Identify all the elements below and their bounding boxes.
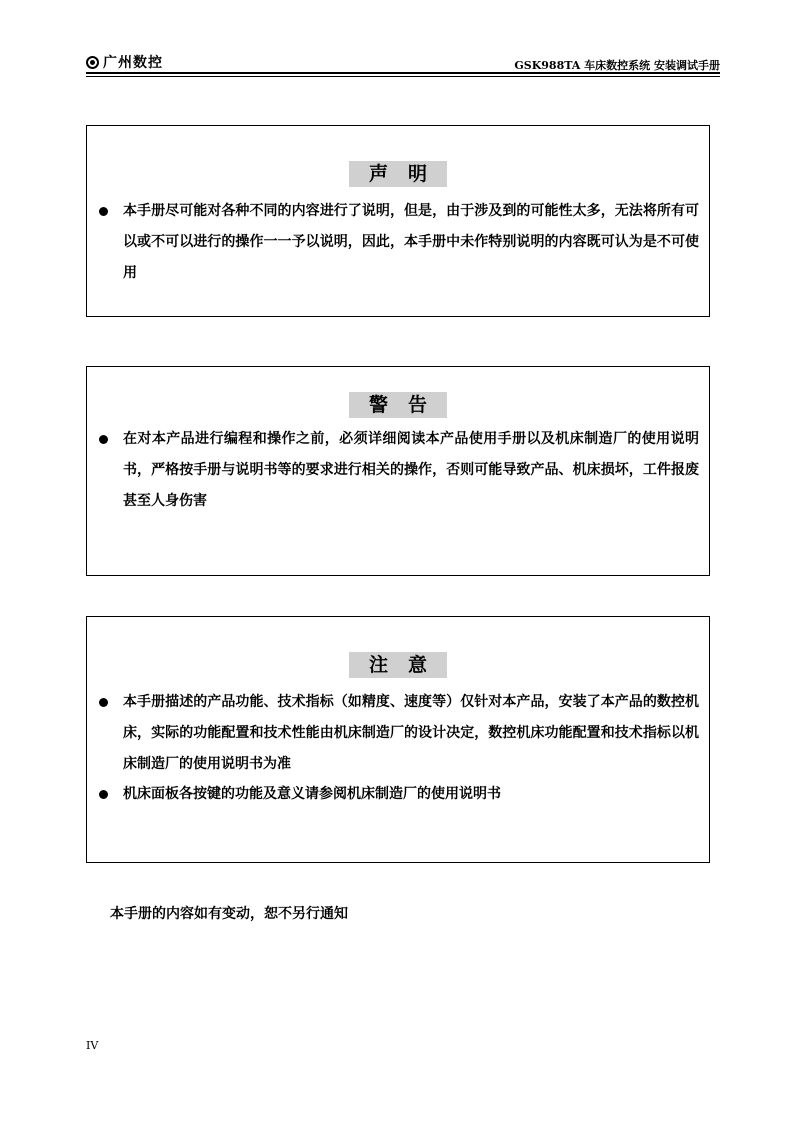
statement-box — [86, 125, 710, 317]
bullet-icon — [99, 790, 108, 799]
caution-item-2 — [99, 779, 699, 810]
change-notice: 本手册的内容如有变动，恕不另行通知 — [110, 906, 348, 922]
bullet-icon — [99, 207, 108, 216]
warning-title-wrap — [87, 392, 709, 418]
caution-box — [86, 616, 710, 863]
caution-item-1 — [99, 687, 699, 780]
header-divider-thin — [86, 76, 720, 77]
header-divider — [86, 72, 720, 74]
statement-item-text: 本手册尽可能对各种不同的内容进行了说明，但是，由于涉及到的可能性太多，无法将所有可以或不可以进行的操作一一予以说明，因此，本手册中未作特别说明的内容既可认为是不可使用 — [123, 203, 699, 281]
warning-box — [86, 366, 710, 576]
caution-item-1-text: 本手册描述的产品功能、技术指标（如精度、速度等）仅针对本产品，安装了本产品的数控机床，实际的功能配置和技术性能由机床制造厂的设计决定，数控机床功能配置和技术指标以机床制造厂的使用说明书为准 — [123, 694, 699, 772]
warning-title: 警告 — [349, 392, 447, 418]
caution-title: 注意 — [349, 652, 447, 678]
bullet-icon — [99, 698, 108, 707]
bullet-icon — [99, 435, 108, 444]
page-header — [86, 52, 720, 74]
caution-item-2-text: 机床面板各按键的功能及意义请参阅机床制造厂的使用说明书 — [123, 786, 501, 802]
manual-title: GSK988TA 车床数控系统 安装调试手册 — [514, 59, 720, 72]
statement-title: 声明 — [349, 161, 447, 187]
page-number: IV — [86, 1039, 99, 1052]
caution-title-wrap — [87, 652, 709, 678]
logo-text: 广州数控 — [103, 55, 163, 71]
warning-item — [99, 424, 699, 517]
logo-icon — [86, 56, 99, 69]
company-logo — [86, 52, 163, 72]
statement-item — [99, 196, 699, 289]
statement-title-wrap — [87, 161, 709, 187]
warning-item-text: 在对本产品进行编程和操作之前，必须详细阅读本产品使用手册以及机床制造厂的使用说明书，严格按手册与说明书等的要求进行相关的操作，否则可能导致产品、机床损坏，工件报废甚至人身伤害 — [123, 431, 699, 509]
